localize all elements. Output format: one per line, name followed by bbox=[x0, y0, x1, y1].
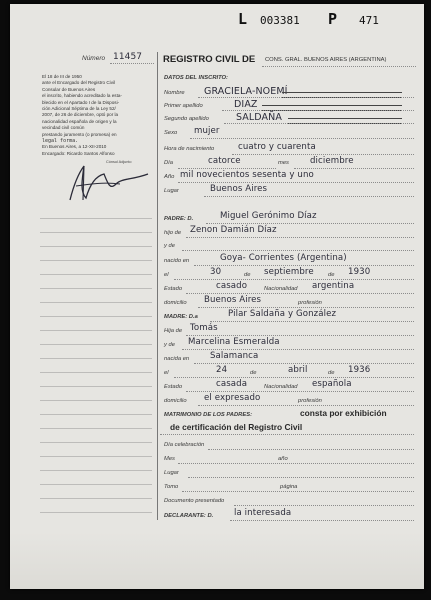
celebracion-label: Día celebración bbox=[164, 442, 205, 448]
ruled-line bbox=[40, 428, 152, 429]
padre-el-label: el bbox=[164, 272, 169, 278]
lugar2-underline bbox=[188, 477, 414, 478]
padre-estado-underline bbox=[186, 293, 414, 294]
matrimonio-stamp-line1: consta por exhibición bbox=[300, 408, 387, 418]
y-de-label: y de bbox=[164, 243, 175, 249]
matrimonio-underline bbox=[160, 434, 414, 435]
ruled-line bbox=[40, 498, 152, 499]
padre-dia: 30 bbox=[210, 267, 222, 277]
nacida-en-value: Salamanca bbox=[210, 351, 259, 361]
padre-underline bbox=[206, 223, 414, 224]
lugar2-label: Lugar bbox=[164, 470, 179, 476]
cert-line: nacionalidad española de origen y la bbox=[42, 118, 117, 124]
cert-line: blecido en el Apartado I de la Disposi- bbox=[42, 99, 120, 105]
ruled-line bbox=[40, 232, 152, 233]
madre-dom-label: domicilio bbox=[164, 398, 187, 404]
y-de-underline bbox=[182, 250, 414, 251]
documento-underline bbox=[234, 505, 414, 506]
nombre-underline bbox=[198, 97, 414, 98]
cert-line: El 18 de III de 1950 bbox=[42, 74, 82, 79]
documento-label: Documento presentado bbox=[164, 498, 225, 504]
cert-line: prestando juramento (o promesa) en bbox=[42, 131, 117, 137]
ruled-line bbox=[40, 316, 152, 317]
anio2-label: año bbox=[278, 456, 288, 462]
padre-estado-value: casado bbox=[216, 281, 248, 291]
sexo-label: Sexo bbox=[164, 130, 178, 136]
madre-y-de-underline bbox=[182, 349, 414, 350]
column-divider bbox=[157, 52, 158, 520]
jurisdiction-underline bbox=[262, 66, 416, 67]
padre-fecha-underline bbox=[174, 279, 414, 280]
nacido-en-underline bbox=[194, 265, 414, 266]
madre-de-label: de bbox=[328, 370, 335, 376]
declarante-value: la interesada bbox=[234, 508, 292, 518]
jurisdiction: CONS. GRAL. BUENOS AIRES (ARGENTINA) bbox=[265, 57, 387, 63]
hija-de-label: Hija de bbox=[164, 328, 183, 334]
numero-label: Número bbox=[82, 55, 106, 62]
madre-estado-value: casada bbox=[216, 379, 248, 389]
numero-value: 11457 bbox=[113, 52, 143, 62]
padre-dom-label: domicilio bbox=[164, 300, 187, 306]
madre-y-de-value: Marcelina Esmeralda bbox=[188, 337, 280, 347]
madre-mes: abril bbox=[288, 365, 308, 375]
padre-anio: 1930 bbox=[348, 267, 371, 277]
lugar-value: Buenos Aires bbox=[210, 184, 268, 194]
anio-value: mil novecientos sesenta y uno bbox=[180, 170, 314, 180]
mes-value: diciembre bbox=[310, 156, 354, 166]
tomo-underline bbox=[182, 491, 414, 492]
madre-nac-label: Nacionalidad bbox=[264, 384, 298, 390]
madre-estado-underline bbox=[186, 391, 414, 392]
ruled-line bbox=[40, 274, 152, 275]
segundo-apellido-value: SALDAÑA bbox=[236, 112, 282, 123]
hijo-de-value: Zenon Damián Díaz bbox=[190, 225, 277, 235]
ruled-line bbox=[40, 414, 152, 415]
hora-label: Hora de nacimiento bbox=[164, 146, 215, 152]
declarante-label: DECLARANTE: D. bbox=[164, 513, 214, 519]
primer-apellido-underline bbox=[222, 110, 414, 111]
hijo-de-underline bbox=[186, 237, 414, 238]
dia-value: catorce bbox=[208, 156, 241, 166]
dia-label: Día bbox=[164, 160, 174, 166]
anio-label: Año bbox=[164, 174, 175, 180]
ruled-line bbox=[40, 442, 152, 443]
cert-line: En Buenos Aires, a 12-XII-2010 bbox=[42, 144, 107, 150]
serial-number: 003381 bbox=[260, 14, 300, 27]
nacido-en-label: nacido en bbox=[164, 258, 190, 264]
ruled-line bbox=[40, 260, 152, 261]
mes-underline bbox=[294, 168, 414, 169]
ruled-line bbox=[40, 288, 152, 289]
madre-estado-label: Estado bbox=[164, 384, 183, 390]
nombre-label: Nombre bbox=[164, 90, 185, 96]
cert-line: ción Adicional Séptima de la Ley 52/ bbox=[42, 106, 116, 112]
padre-de-label: de bbox=[328, 272, 335, 278]
cert-line: 2007, de 26 de diciembre, optó por la bbox=[42, 112, 119, 118]
madre-dia: 24 bbox=[216, 365, 228, 375]
mes2-underline bbox=[178, 463, 414, 464]
primer-apellido-label: Primer apellido bbox=[164, 103, 203, 109]
sexo-underline bbox=[190, 138, 414, 139]
padre-nac-label: Nacionalidad bbox=[264, 286, 298, 292]
consul-stamp: Cónsul Adjunto bbox=[106, 160, 132, 164]
segundo-apellido-label: Segundo apellido bbox=[164, 116, 209, 122]
mes2-label: Mes bbox=[164, 456, 175, 462]
ruled-line bbox=[40, 386, 152, 387]
madre-value: Pilar Saldaña y González bbox=[228, 309, 337, 319]
mes-label: mes bbox=[278, 160, 289, 166]
ruled-line bbox=[40, 358, 152, 359]
ruled-line bbox=[40, 344, 152, 345]
matrimonio-label: MATRIMONIO DE LOS PADRES: bbox=[164, 412, 253, 418]
anio-underline bbox=[178, 182, 414, 183]
segundo-apellido-underline bbox=[224, 123, 414, 124]
ruled-line bbox=[40, 218, 152, 219]
madre-dom-value: el expresado bbox=[204, 393, 261, 403]
nacida-en-underline bbox=[194, 363, 414, 364]
tomo-label: Tomo bbox=[164, 484, 179, 490]
lugar-underline bbox=[204, 196, 414, 197]
madre-dom-underline bbox=[198, 405, 414, 406]
padre-mes: septiembre bbox=[264, 267, 314, 277]
padre-label: PADRE: D. bbox=[164, 216, 194, 222]
ruled-line bbox=[40, 456, 152, 457]
padre-prof-label: profesión bbox=[298, 300, 322, 306]
page-number: 471 bbox=[359, 14, 379, 27]
madre-y-de-label: y de bbox=[164, 342, 175, 348]
blank-bottom-area bbox=[10, 532, 424, 589]
declarante-underline bbox=[230, 520, 414, 521]
madre-fecha-underline bbox=[174, 377, 414, 378]
numero-underline bbox=[110, 63, 154, 64]
nombre-value: GRACIELA-NOEMÍ bbox=[204, 86, 288, 97]
registry-sheet bbox=[10, 4, 424, 589]
section-inscrito: DATOS DEL INSCRITO: bbox=[164, 75, 228, 81]
padre-dom-underline bbox=[198, 307, 414, 308]
ruled-line bbox=[40, 470, 152, 471]
madre-prof-label: profesión bbox=[298, 398, 322, 404]
padre-de-label: de bbox=[244, 272, 251, 278]
madre-el-label: el bbox=[164, 370, 169, 376]
hora-underline bbox=[232, 154, 414, 155]
lugar-label: Lugar bbox=[164, 188, 179, 194]
cert-line: Consular de Buenos Aires bbox=[42, 86, 96, 92]
cert-line: Encargado: Ricardo Santos Alfonso bbox=[42, 150, 115, 156]
serie-letter: L bbox=[238, 10, 248, 28]
ruled-line bbox=[40, 330, 152, 331]
padre-nac-value: argentina bbox=[312, 281, 355, 291]
primer-apellido-value: DIAZ bbox=[234, 99, 258, 110]
sexo-value: mujer bbox=[194, 126, 220, 136]
cert-line: el inscrito, habiendo acreditado la esta- bbox=[42, 93, 122, 99]
cert-line: vecindad civil común bbox=[42, 125, 85, 131]
cert-line: legal forma. bbox=[42, 138, 79, 145]
padre-estado-label: Estado bbox=[164, 286, 183, 292]
nacido-en-value: Goya- Corrientes (Argentina) bbox=[220, 253, 347, 263]
hijo-de-label: hijo de bbox=[164, 230, 182, 236]
padre-value: Miguel Gerónimo Díaz bbox=[220, 211, 317, 221]
hora-value: cuatro y cuarenta bbox=[238, 142, 316, 152]
padre-dom-value: Buenos Aires bbox=[204, 295, 262, 305]
signature-icon bbox=[60, 154, 155, 214]
matrimonio-stamp-line2: de certificación del Registro Civil bbox=[170, 422, 303, 432]
ruled-line bbox=[40, 302, 152, 303]
madre-underline bbox=[210, 321, 414, 322]
ruled-line bbox=[40, 372, 152, 373]
madre-nac-value: española bbox=[312, 379, 352, 389]
hija-de-underline bbox=[186, 335, 414, 336]
registry-title: REGISTRO CIVIL DE bbox=[163, 54, 256, 65]
madre-label: MADRE: D.a bbox=[164, 314, 198, 320]
ruled-line bbox=[40, 512, 152, 513]
madre-anio: 1936 bbox=[348, 365, 371, 375]
certification-block bbox=[42, 74, 154, 157]
cert-line: ante el Encargado del Registro Civil bbox=[42, 80, 116, 86]
nacida-en-label: nacida en bbox=[164, 356, 190, 362]
ruled-line bbox=[40, 246, 152, 247]
madre-de-label: de bbox=[250, 370, 257, 376]
ruled-line bbox=[40, 400, 152, 401]
celebracion-underline bbox=[208, 449, 414, 450]
ruled-line bbox=[40, 484, 152, 485]
pagina-label: página bbox=[280, 484, 298, 490]
hija-de-value: Tomás bbox=[190, 323, 218, 333]
page-letter: P bbox=[328, 10, 338, 28]
dia-underline bbox=[178, 168, 276, 169]
